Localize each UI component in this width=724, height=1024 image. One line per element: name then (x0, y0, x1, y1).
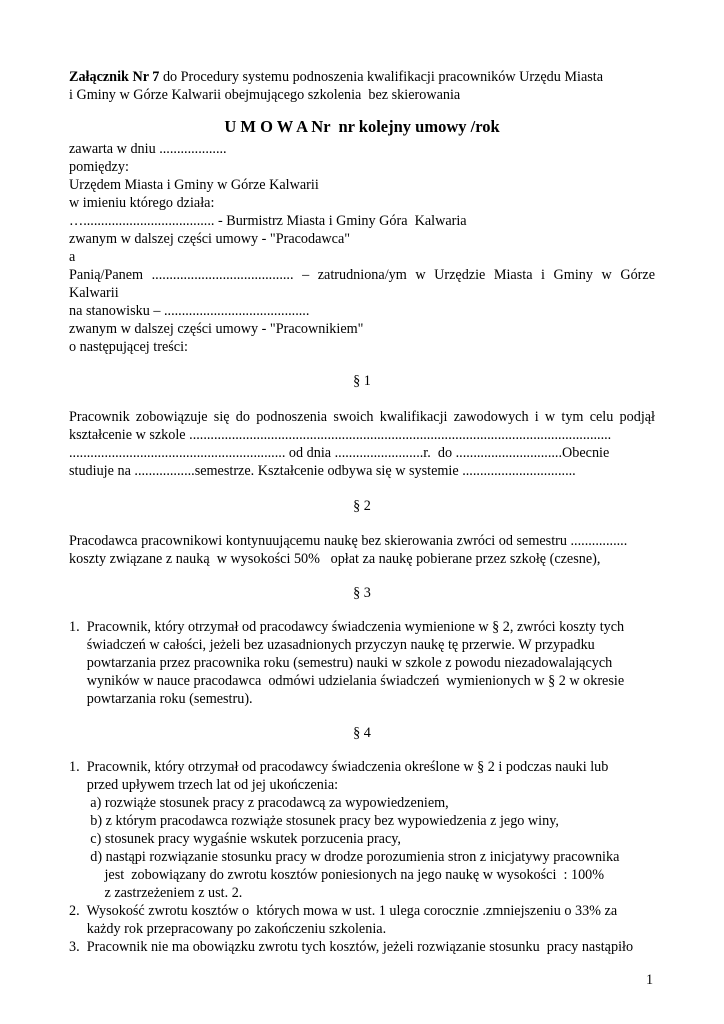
intro-line: a (69, 249, 76, 265)
section-4-line: z zastrzeżeniem z ust. 2. (69, 885, 243, 901)
header-line-1: Załącznik Nr 7 do Procedury systemu podnoszenia kwalifikacji pracowników Urzędu Miasta (69, 69, 604, 85)
section-3-line: 1. Pracownik, który otrzymał od pracodawcy świadczenia wymienione w § 2, zwróci koszty tych (69, 619, 625, 635)
section-2-heading: § 2 (353, 498, 371, 514)
section-3-line: powtarzania roku (semestru). (69, 691, 253, 707)
section-3-line: powtarzania przez pracownika roku (semestru) nauki w szkole z powodu niezadowalających (69, 655, 613, 671)
section-4-line: przed upływem trzech lat od jej ukończenia: (69, 777, 339, 793)
intro-line: na stanowisku – ......................................... (69, 303, 310, 319)
section-2-line: Pracodawca pracownikowi kontynuującemu naukę bez skierowania zwróci od semestru ................ (69, 533, 628, 549)
section-1-heading: § 1 (353, 373, 371, 389)
section-3-line: wyników w nauce pracodawca odmówi udzielania świadczeń wymienionych w § 2 w okresie (69, 673, 625, 689)
section-4-line: d) nastąpi rozwiązanie stosunku pracy w drodze porozumienia stron z inicjatywy pracownika (69, 849, 620, 865)
section-4-line: c) stosunek pracy wygaśnie wskutek porzucenia pracy, (69, 831, 401, 847)
section-3-line: świadczeń w całości, jeżeli bez uzasadnionych przyczyn naukę tę przerwie. W przypadku (69, 637, 595, 653)
section-2-line: koszty związane z nauką w wysokości 50% opłat za naukę pobierane przez szkołę (czesne), (69, 551, 601, 567)
section-4-line: b) z którym pracodawca rozwiąże stosunek pracy bez wypowiedzenia z jego winy, (69, 813, 559, 829)
section-4-line: 2. Wysokość zwrotu kosztów o których mowa w ust. 1 ulega corocznie .zmniejszeniu o 33% za (69, 903, 618, 919)
intro-line: zawarta w dniu ................... (69, 141, 227, 157)
header-line-2: i Gminy w Górze Kalwarii obejmującego szkolenia bez skierowania (69, 87, 461, 103)
section-1-line: kształcenie w szkole ....................................................................................................................... (69, 427, 612, 443)
section-4-line: a) rozwiąże stosunek pracy z pracodawcą za wypowiedzeniem, (69, 795, 449, 811)
contract-title: U M O W A Nr nr kolejny umowy /rok (224, 117, 500, 136)
section-4-heading: § 4 (353, 725, 371, 741)
intro-line: Urzędem Miasta i Gminy w Górze Kalwarii (69, 177, 319, 193)
section-4-line: 3. Pracownik nie ma obowiązku zwrotu tych kosztów, jeżeli rozwiązanie stosunku pracy nastąpiło (69, 939, 634, 955)
intro-line: Kalwarii (69, 285, 119, 301)
section-3-heading: § 3 (353, 585, 371, 601)
intro-line: …..................................... - Burmistrz Miasta i Gminy Góra Kalwaria (69, 213, 467, 229)
intro-line: pomiędzy: (69, 159, 129, 175)
page-number: 1 (646, 972, 654, 988)
intro-line: zwanym w dalszej części umowy - "Pracownikiem" (69, 321, 364, 337)
section-1-line: Pracownik zobowiązuje się do podnoszenia swoich kwalifikacji zawodowych i w tym celu podjął (69, 409, 655, 425)
section-4-line: każdy rok przepracowany po zakończeniu szkolenia. (69, 921, 387, 937)
intro-line: Panią/Panem ........................................ – zatrudniona/ym w Urzędzie Miasta i Gminy w Górze (69, 267, 655, 283)
intro-line: zwanym w dalszej części umowy - "Pracodawca" (69, 231, 351, 247)
intro-line: w imieniu którego działa: (69, 195, 215, 211)
section-1-line: ............................................................. od dnia .........................r. do ..............................Obecnie (69, 445, 610, 461)
section-4-line: jest zobowiązany do zwrotu kosztów poniesionych na jego naukę w wysokości : 100% (69, 867, 605, 883)
section-1-line: studiuje na .................semestrze. Kształcenie odbywa się w systemie ................................ (69, 463, 576, 479)
section-4-line: 1. Pracownik, który otrzymał od pracodawcy świadczenia określone w § 2 i podczas nauki lub (69, 759, 609, 775)
attachment-label: Załącznik Nr 7 (69, 69, 160, 85)
intro-line: o następującej treści: (69, 339, 188, 355)
